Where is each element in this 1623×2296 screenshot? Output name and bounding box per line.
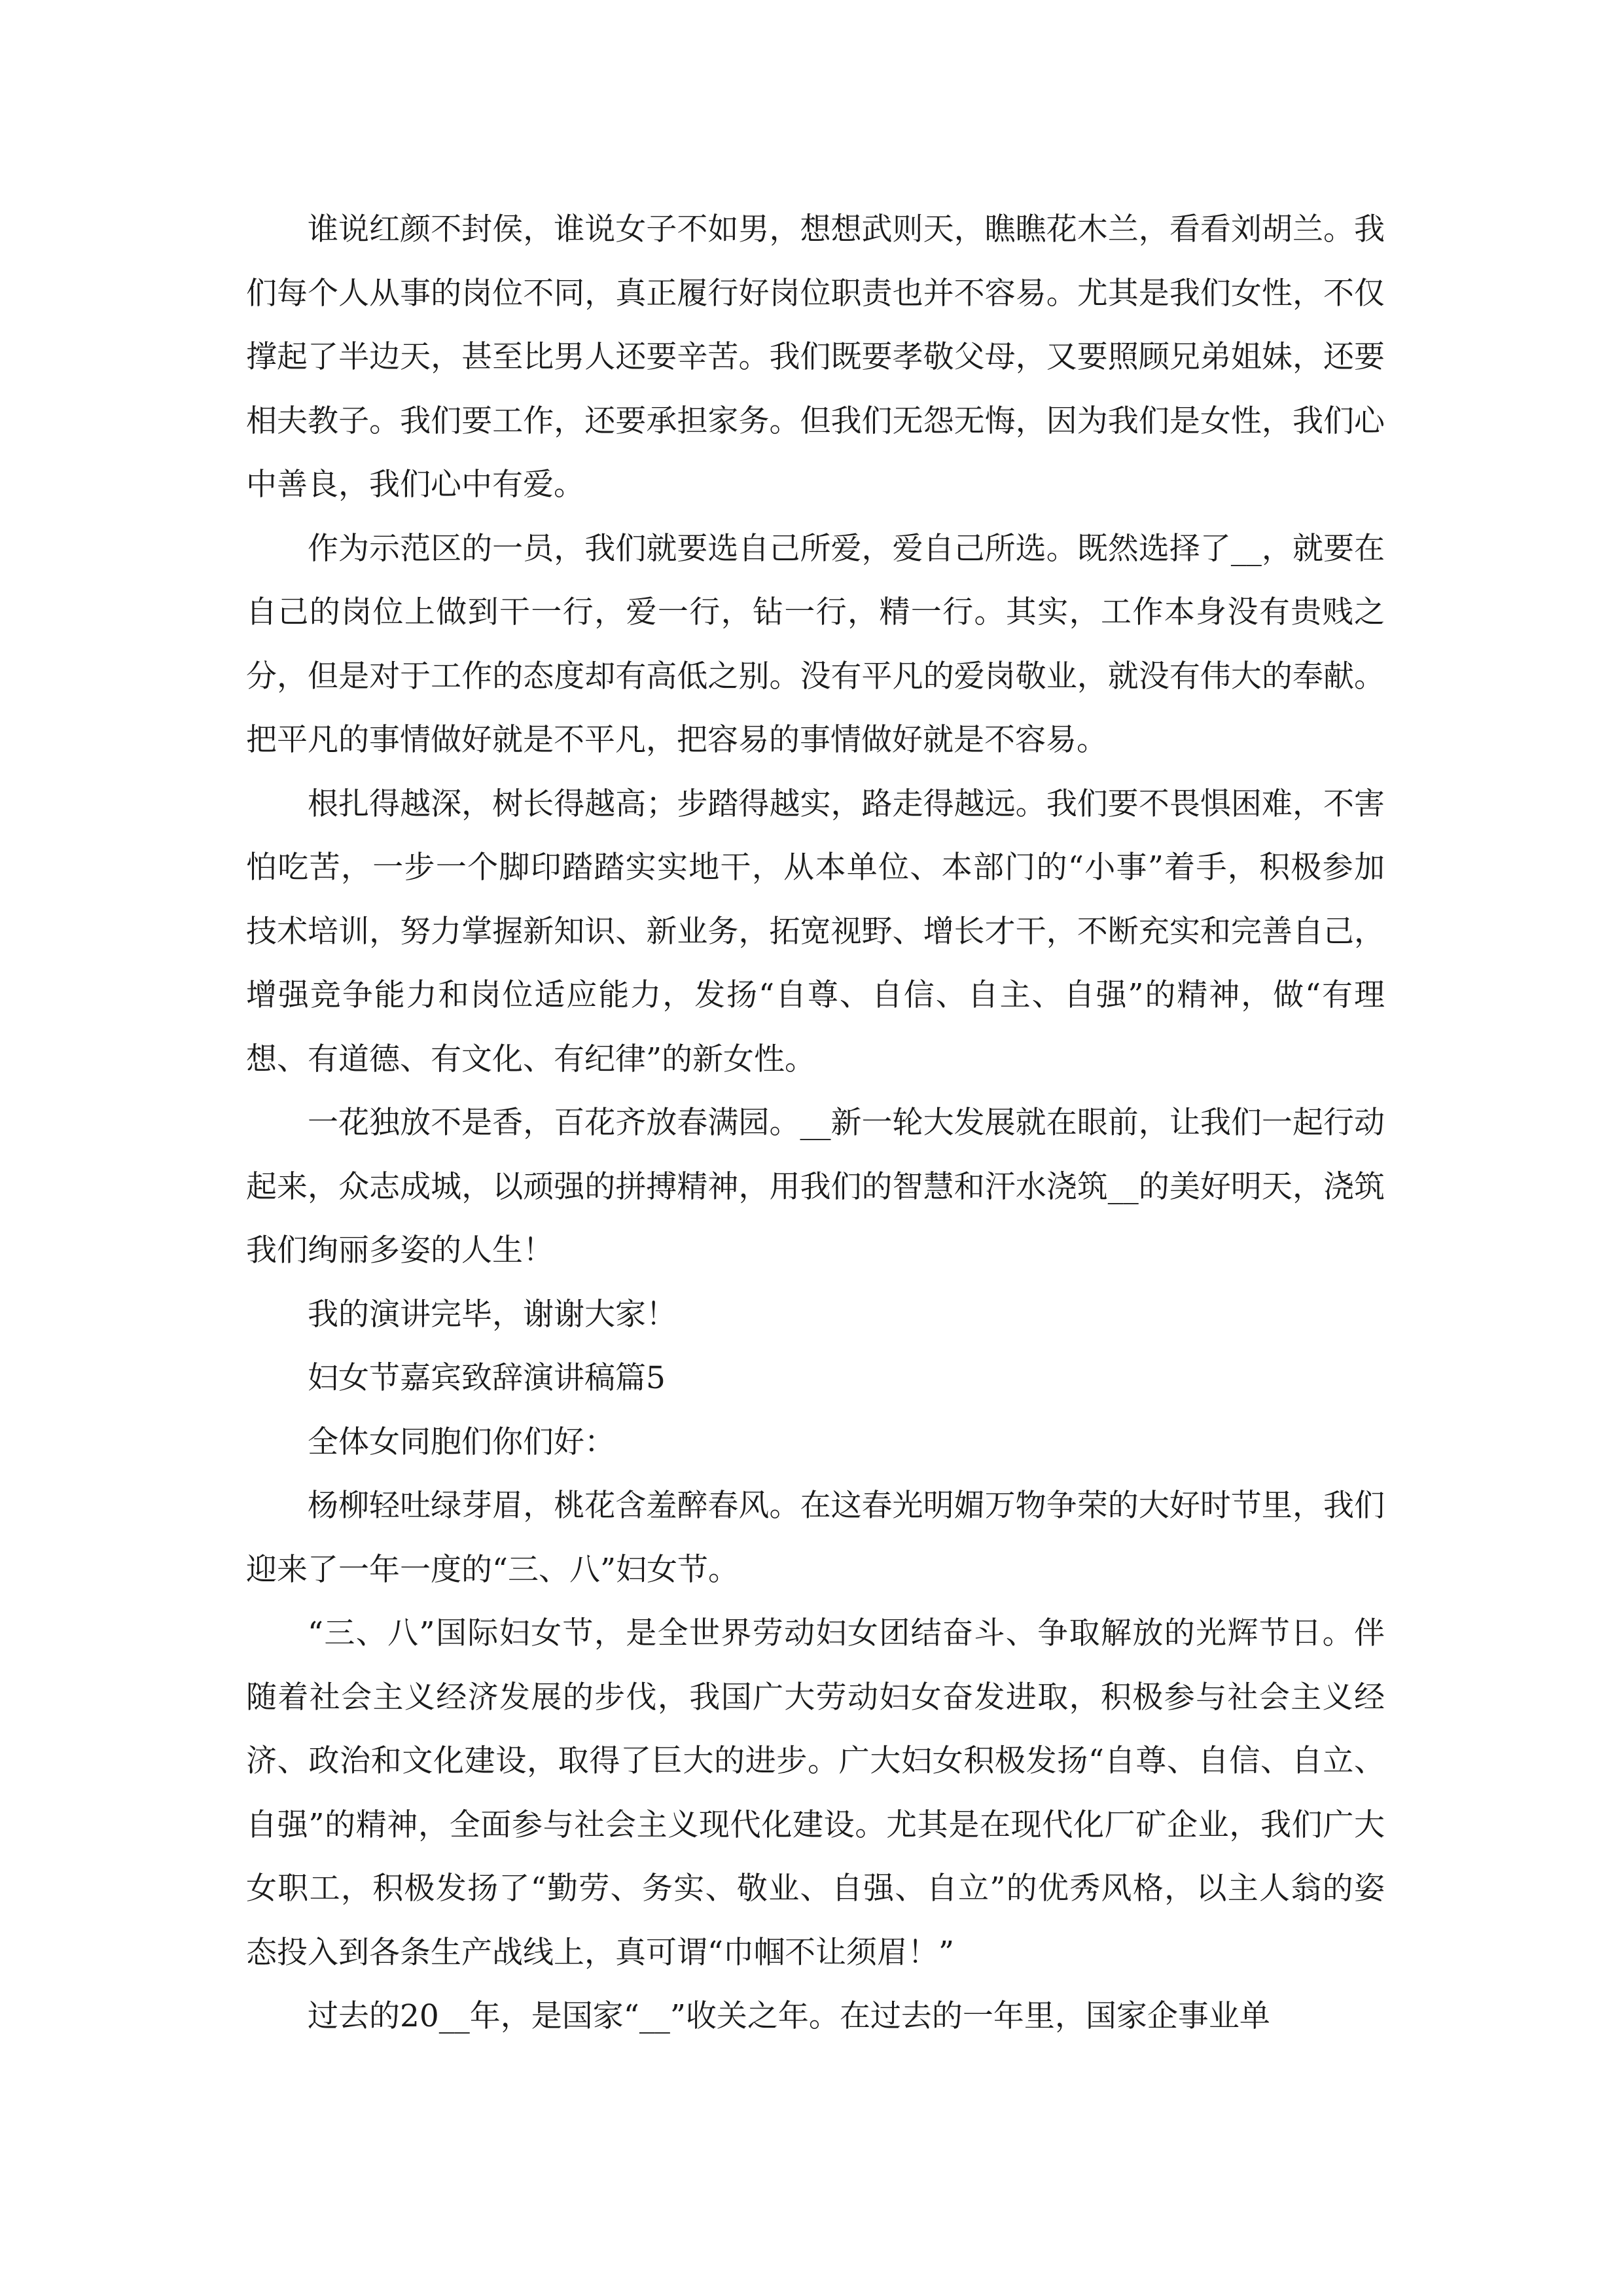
paragraph: 杨柳轻吐绿芽眉，桃花含羞醉春风。在这春光明媚万物争荣的大好时节里，我们迎来了一年一度的“三、八”妇女节。 xyxy=(246,1488,1385,1588)
section-title: 妇女节嘉宾致辞演讲稿篇5 xyxy=(308,1360,666,1396)
paragraph: 过去的20__年，是国家“__”收关之年。在过去的一年里，国家企事业单 xyxy=(308,1998,1270,2034)
paragraph: 一花独放不是香，百花齐放春满园。__新一轮大发展就在眼前，让我们一起行动起来，众志成城，以顽强的拼搏精神，用我们的智慧和汗水浇筑__的美好明天，浇筑我们绚丽多姿的人生！ xyxy=(246,1105,1385,1268)
paragraph: 根扎得越深，树长得越高；步踏得越实，路走得越远。我们要不畏惧困难，不害怕吃苦，一步一个脚印踏踏实实地干，从本单位、本部门的“小事”着手，积极参加技术培训，努力掌握新知识、新业务，拓宽视野、增长才干，不断充实和完善自己，增强竞争能力和岗位适应能力，发扬“自尊、自信、自主、自强”的精神，做“有理想、有道德、有文化、有纪律”的新女性。 xyxy=(246,785,1385,1077)
salutation: 全体女同胞们你们好： xyxy=(308,1424,615,1460)
paragraph: 我的演讲完毕，谢谢大家！ xyxy=(308,1296,677,1333)
paragraph: 作为示范区的一员，我们就要选自己所爱，爱自己所选。既然选择了__，就要在自己的岗位上做到干一行，爱一行，钻一行，精一行。其实，工作本身没有贵贱之分，但是对于工作的态度却有高低之别。没有平凡的爱岗敬业，就没有伟大的奉献。把平凡的事情做好就是不平凡，把容易的事情做好就是不容易。 xyxy=(246,530,1385,758)
paragraph: “三、八”国际妇女节，是全世界劳动妇女团结奋斗、争取解放的光辉节日。伴随着社会主义经济发展的步伐，我国广大劳动妇女奋发进取，积极参与社会主义经济、政治和文化建设，取得了巨大的进步。广大妇女积极发扬“自尊、自信、自立、自强”的精神，全面参与社会主义现代化建设。尤其是在现代化厂矿企业，我们广大女职工，积极发扬了“勤劳、务实、敬业、自强、自立”的优秀风格，以主人翁的姿态投入到各条生产战线上，真可谓“巾帼不让须眉！” xyxy=(246,1615,1385,1971)
document-body xyxy=(246,198,1385,2049)
paragraph: 谁说红颜不封侯，谁说女子不如男，想想武则天，瞧瞧花木兰，看看刘胡兰。我们每个人从事的岗位不同，真正履行好岗位职责也并不容易。尤其是我们女性，不仅撑起了半边天，甚至比男人还要辛苦。我们既要孝敬父母，又要照顾兄弟姐妹，还要相夫教子。我们要工作，还要承担家务。但我们无怨无悔，因为我们是女性，我们心中善良，我们心中有爱。 xyxy=(246,211,1385,503)
